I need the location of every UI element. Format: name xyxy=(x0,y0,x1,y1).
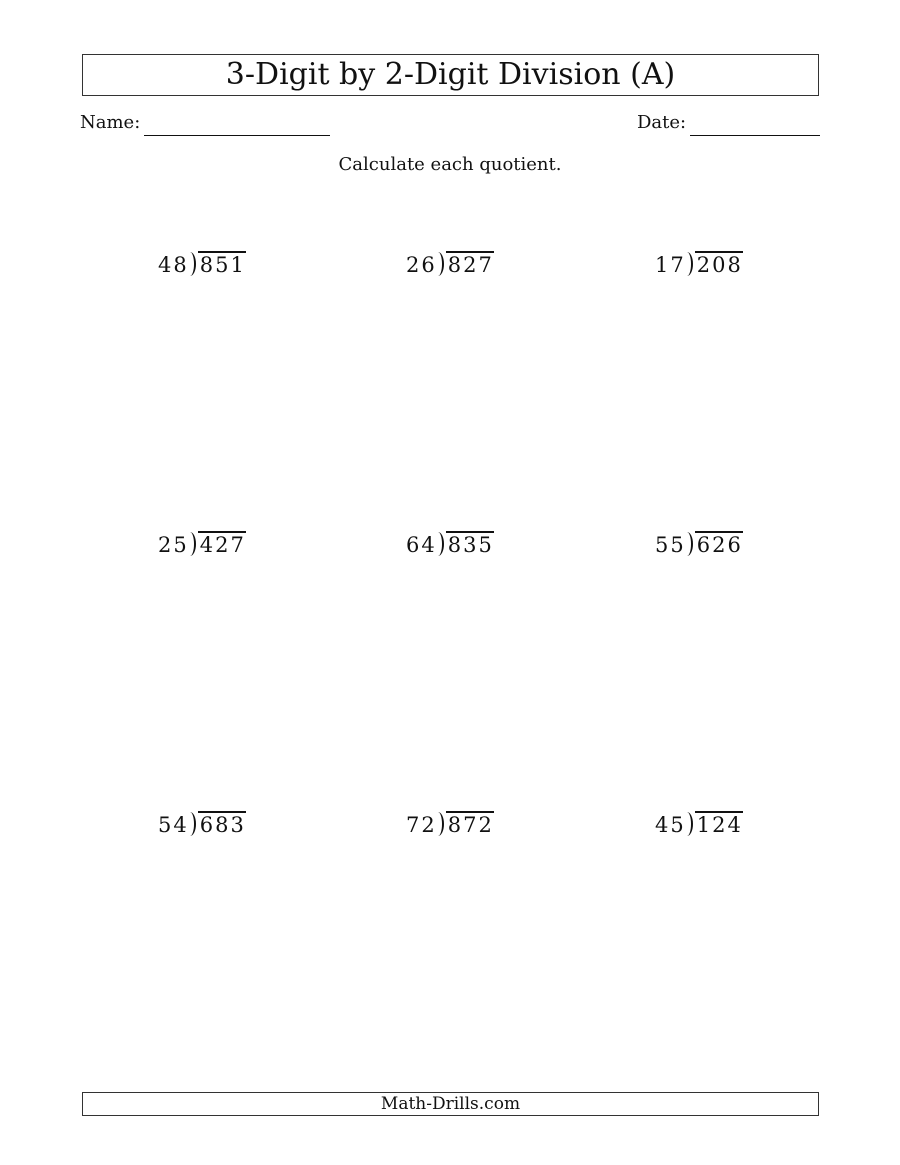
instructions: Calculate each quotient. xyxy=(338,154,562,175)
dividend: 427 xyxy=(199,533,246,557)
division-problem xyxy=(655,523,747,557)
divisor: 48 xyxy=(158,253,189,277)
division-problem xyxy=(158,523,250,557)
dividend: 835 xyxy=(447,533,494,557)
division-bracket-icon xyxy=(683,252,693,276)
dividend: 872 xyxy=(447,813,494,837)
division-problem xyxy=(158,243,250,277)
division-problem xyxy=(655,243,747,277)
division-bracket-icon xyxy=(434,532,444,556)
divisor: 55 xyxy=(655,533,686,557)
worksheet-title: 3-Digit by 2-Digit Division (A) xyxy=(82,54,819,96)
name-line[interactable] xyxy=(144,135,330,136)
date-label: Date: xyxy=(637,112,687,133)
divisor: 25 xyxy=(158,533,189,557)
divisor: 64 xyxy=(406,533,437,557)
dividend: 683 xyxy=(199,813,246,837)
division-bracket-icon xyxy=(434,252,444,276)
division-problem xyxy=(655,803,747,837)
divisor: 26 xyxy=(406,253,437,277)
dividend: 208 xyxy=(696,253,743,277)
dividend: 626 xyxy=(696,533,743,557)
division-problem xyxy=(406,803,498,837)
dividend: 851 xyxy=(199,253,246,277)
divisor: 17 xyxy=(655,253,686,277)
name-label: Name: xyxy=(80,112,141,133)
division-problem xyxy=(406,523,498,557)
division-bracket-icon xyxy=(186,252,196,276)
divisor: 54 xyxy=(158,813,189,837)
divisor: 45 xyxy=(655,813,686,837)
date-line[interactable] xyxy=(690,135,820,136)
dividend: 124 xyxy=(696,813,743,837)
division-problem xyxy=(406,243,498,277)
division-bracket-icon xyxy=(683,812,693,836)
division-bracket-icon xyxy=(434,812,444,836)
division-bracket-icon xyxy=(186,532,196,556)
division-bracket-icon xyxy=(683,532,693,556)
divisor: 72 xyxy=(406,813,437,837)
dividend: 827 xyxy=(447,253,494,277)
division-bracket-icon xyxy=(186,812,196,836)
division-problem xyxy=(158,803,250,837)
footer-site-name: Math-Drills.com xyxy=(82,1092,819,1116)
